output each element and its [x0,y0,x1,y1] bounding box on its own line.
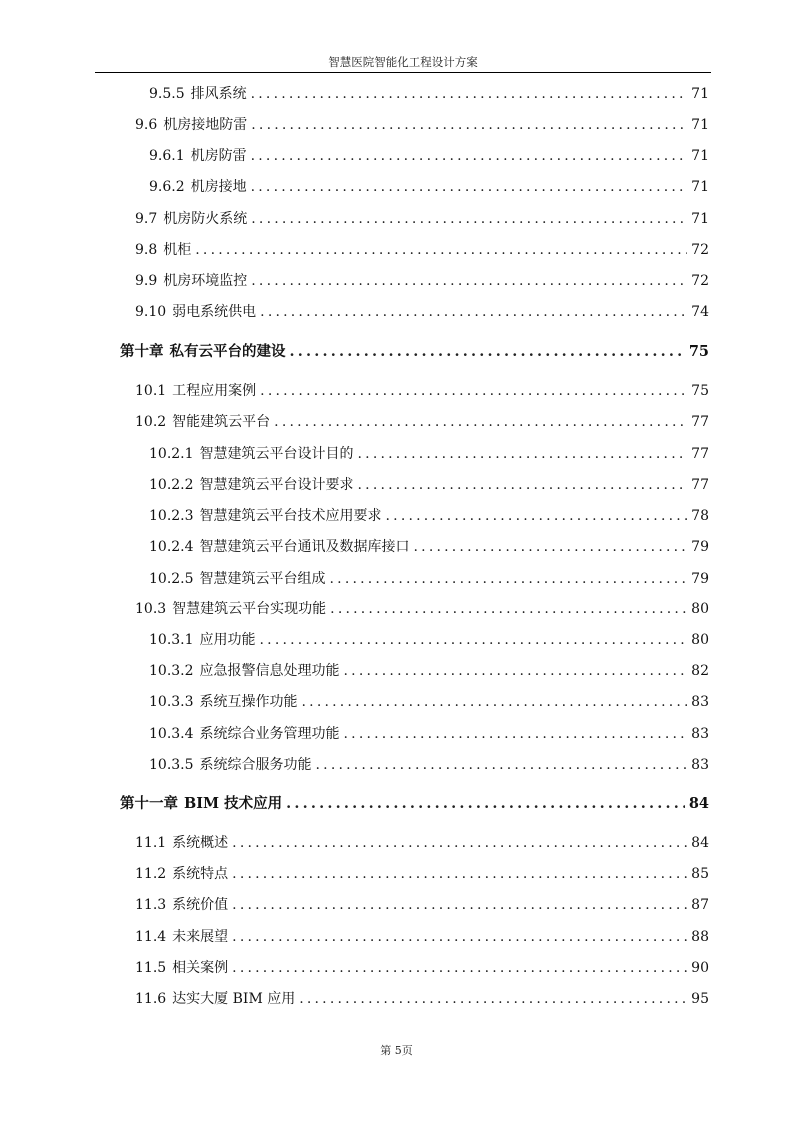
toc-dot-leader [251,209,687,229]
toc-entry-title: 机房接地防雷 [163,117,248,133]
toc-entry-page: 88 [691,929,709,945]
toc-entry[interactable] [149,475,709,495]
toc-dot-leader [316,755,687,775]
toc-entry-number: 11.3 [135,897,167,913]
toc-entry[interactable] [149,146,709,166]
toc-dot-leader [414,537,687,557]
toc-entry-title: 系统综合业务管理功能 [199,726,340,742]
toc-entry-number: 10.2 [135,414,167,430]
toc-entry-title: 系统价值 [172,897,229,913]
toc-entry-number: 10.3.3 [149,694,194,710]
toc-entry[interactable] [135,927,709,947]
toc-entry[interactable] [135,240,709,260]
toc-entry-page: 83 [691,757,709,773]
toc-entry-page: 71 [691,211,709,227]
toc-entry-page: 84 [691,835,709,851]
toc-entry-number: 10.3.5 [149,757,194,773]
toc-entry-number: 10.3 [135,601,167,617]
running-header: 智慧医院智能化工程设计方案 [328,55,478,69]
toc-entry[interactable] [135,599,709,619]
toc-dot-leader [344,724,687,744]
toc-entry-title: 机房环境监控 [163,273,248,289]
toc-dot-leader [290,342,685,362]
toc-entry-number: 10.3.4 [149,726,194,742]
toc-entry-page: 90 [691,960,709,976]
toc-entry-title: 排风系统 [190,86,247,102]
toc-entry-number: 9.10 [135,304,167,320]
toc-dot-leader [251,146,687,166]
toc-entry-page: 75 [688,343,709,360]
toc-entry-title: 机房防雷 [190,148,247,164]
toc-entry-number: 10.2.5 [149,571,194,587]
toc-entry-title: 达实大厦 BIM 应用 [172,991,296,1007]
toc-entry-page: 83 [691,694,709,710]
toc-entry-number: 第十一章 [120,795,178,812]
toc-entry-number: 10.2.2 [149,477,194,493]
toc-dot-leader [251,177,687,197]
toc-dot-leader [386,506,687,526]
toc-entry-title: 智慧建筑云平台组成 [199,571,326,587]
toc-entry-page: 72 [691,242,709,258]
toc-entry-number: 10.1 [135,383,167,399]
toc-entry-title: 机房防火系统 [163,211,248,227]
toc-entry[interactable] [149,755,709,775]
toc-dot-leader [299,989,687,1009]
toc-entry-number: 10.3.2 [149,663,194,679]
toc-entry-number: 11.4 [135,929,167,945]
toc-dot-leader [260,302,687,322]
toc-dot-leader [344,661,687,681]
toc-entry-number: 11.5 [135,960,167,976]
toc-dot-leader [251,84,687,104]
toc-entry-page: 82 [691,663,709,679]
toc-entry-page: 85 [691,866,709,882]
toc-dot-leader [251,115,687,135]
toc-entry[interactable] [149,724,709,744]
toc-entry-number: 10.2.1 [149,446,194,462]
toc-entry[interactable] [135,115,709,135]
toc-entry-number: 10.3.1 [149,632,194,648]
toc-entry-title: 相关案例 [172,960,229,976]
toc-entry-title: 系统综合服务功能 [199,757,312,773]
toc-entry[interactable] [135,302,709,322]
toc-entry-number: 10.2.4 [149,539,194,555]
toc-entry-page: 79 [691,539,709,555]
toc-entry-title: 应用功能 [199,632,256,648]
toc-entry-title: 智慧建筑云平台设计目的 [199,446,354,462]
toc-chapter-entry[interactable] [120,342,709,362]
toc-entry-page: 77 [691,477,709,493]
toc-entry-page: 84 [688,795,709,812]
toc-dot-leader [358,475,687,495]
toc-entry-title: 智慧建筑云平台通讯及数据库接口 [199,539,410,555]
toc-dot-leader [232,958,687,978]
toc-entry-number: 10.2.3 [149,508,194,524]
toc-entry-title: 未来展望 [172,929,229,945]
toc-entry-number: 第十章 [120,343,164,360]
toc-entry-title: 弱电系统供电 [172,304,257,320]
header-divider [95,72,711,73]
toc-entry-page: 77 [691,446,709,462]
toc-entry-number: 9.7 [135,211,158,227]
toc-entry[interactable] [135,209,709,229]
toc-entry[interactable] [135,271,709,291]
toc-dot-leader [358,444,687,464]
toc-entry-title: 私有云平台的建设 [169,343,286,360]
toc-entry-title: 系统互操作功能 [199,694,298,710]
toc-entry-page: 80 [691,632,709,648]
toc-entry-page: 71 [691,148,709,164]
toc-entry-page: 87 [691,897,709,913]
toc-entry[interactable] [149,444,709,464]
toc-dot-leader [232,833,687,853]
toc-dot-leader [330,599,687,619]
toc-dot-leader [232,895,687,915]
toc-entry-page: 75 [691,383,709,399]
toc-entry[interactable] [135,412,709,432]
toc-entry[interactable] [149,630,709,650]
toc-entry[interactable] [149,537,709,557]
toc-dot-leader [195,240,687,260]
toc-entry-page: 71 [691,86,709,102]
toc-entry[interactable] [135,864,709,884]
toc-entry-title: 系统特点 [172,866,229,882]
toc-entry-title: 智慧建筑云平台设计要求 [199,477,354,493]
toc-entry-number: 9.6 [135,117,158,133]
toc-entry[interactable] [149,177,709,197]
toc-entry-title: 工程应用案例 [172,383,257,399]
toc-chapter-entry[interactable] [120,794,709,814]
toc-entry-page: 83 [691,726,709,742]
toc-entry-title: 机柜 [163,242,192,258]
toc-entry-number: 9.5.5 [149,86,185,102]
toc-dot-leader [274,412,687,432]
toc-entry-page: 72 [691,273,709,289]
toc-entry-page: 71 [691,117,709,133]
toc-entry[interactable] [135,958,709,978]
toc-entry[interactable] [149,506,709,526]
toc-entry[interactable] [149,661,709,681]
toc-entry-number: 9.9 [135,273,158,289]
toc-entry-page: 71 [691,179,709,195]
toc-dot-leader [251,271,687,291]
toc-entry-title: BIM 技术应用 [184,795,283,812]
toc-entry-page: 95 [691,991,709,1007]
toc-entry-title: 智慧建筑云平台实现功能 [172,601,327,617]
toc-entry[interactable] [149,692,709,712]
toc-entry-title: 机房接地 [190,179,247,195]
toc-entry-title: 智慧建筑云平台技术应用要求 [199,508,382,524]
toc-entry-number: 9.6.2 [149,179,185,195]
toc-entry[interactable] [135,895,709,915]
page-number-footer: 第 5页 [380,1044,413,1057]
toc-dot-leader [260,630,687,650]
toc-dot-leader [302,692,687,712]
toc-entry-number: 9.6.1 [149,148,185,164]
toc-entry-number: 11.6 [135,991,167,1007]
toc-dot-leader [330,569,687,589]
toc-entry[interactable] [135,833,709,853]
toc-entry[interactable] [149,569,709,589]
toc-entry-number: 9.8 [135,242,158,258]
toc-entry-page: 80 [691,601,709,617]
toc-entry-page: 77 [691,414,709,430]
toc-entry[interactable] [135,381,709,401]
toc-entry-title: 应急报警信息处理功能 [199,663,340,679]
toc-entry-number: 11.1 [135,835,167,851]
toc-entry-page: 79 [691,571,709,587]
toc-entry-page: 78 [691,508,709,524]
toc-entry-page: 74 [691,304,709,320]
toc-entry[interactable] [135,989,709,1009]
toc-entry-number: 11.2 [135,866,167,882]
toc-dot-leader [260,381,687,401]
toc-dot-leader [286,794,685,814]
toc-entry[interactable] [149,84,709,104]
toc-entry-title: 系统概述 [172,835,229,851]
toc-dot-leader [232,864,687,884]
toc-dot-leader [232,927,687,947]
toc-entry-title: 智能建筑云平台 [172,414,271,430]
